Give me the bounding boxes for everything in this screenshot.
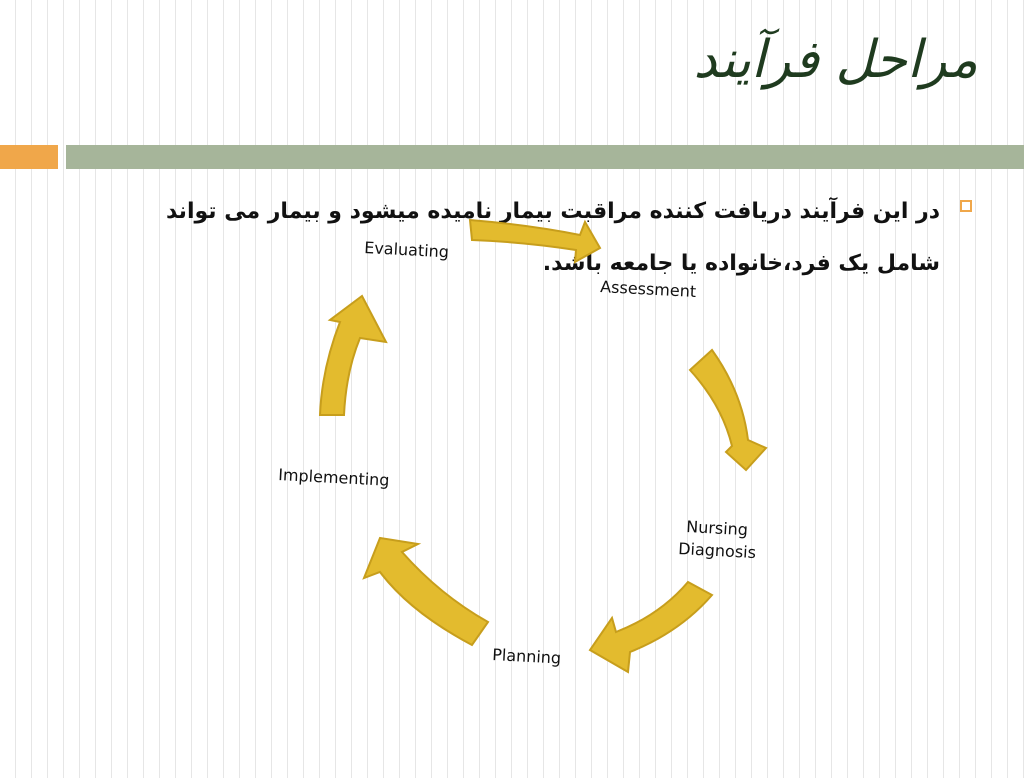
stage-label-implementing: Implementing — [277, 465, 390, 490]
cycle-arrow-diagnosis-to-planning — [590, 582, 712, 672]
stage-label-nursing: Nursing — [685, 517, 749, 540]
bullet-text: در این فرآیند دریافت کننده مراقبت بیمار نامیده میشود و بیمار می تواند شامل یک فرد،خانواده یا جامعه باشد. — [165, 199, 940, 276]
stage-label-evaluating: Evaluating — [363, 238, 450, 262]
cycle-arrow-implementing-to-evaluating — [320, 296, 386, 415]
stage-label-planning: Planning — [491, 645, 562, 668]
cycle-arrow-planning-to-implementing — [364, 538, 488, 645]
slide-title: مراحل فرآیند — [693, 30, 978, 90]
cycle-arrow-evaluating-to-assessment — [470, 220, 600, 262]
stage-label-assessment: Assessment — [599, 277, 697, 302]
cycle-arrow-assessment-to-diagnosis — [690, 350, 766, 470]
stage-label-diagnosis: Diagnosis — [677, 539, 757, 563]
